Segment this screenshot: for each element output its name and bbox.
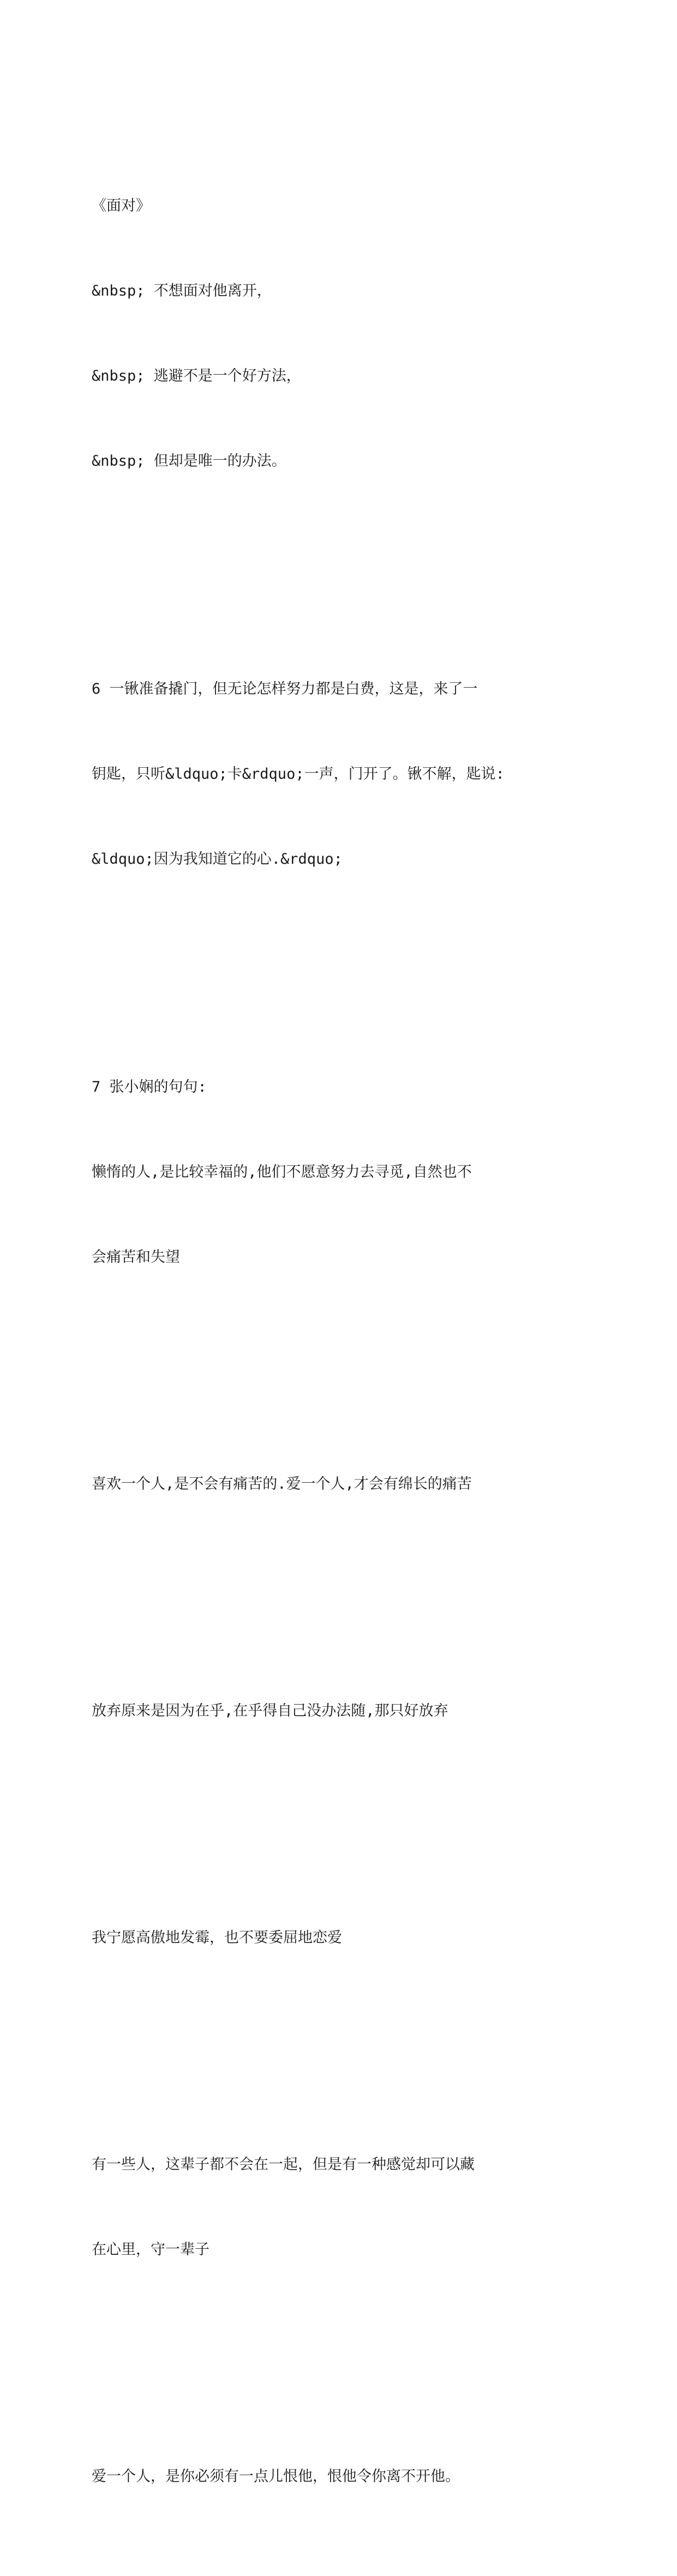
- poem-line: &nbsp; 但却是唯一的办法。: [92, 453, 286, 470]
- quotes-heading: 7 张小娴的句句:: [92, 1079, 207, 1096]
- quote-line: 爱一个人，是你必须有一点儿恨他，恨他令你离不开他。: [92, 2468, 460, 2485]
- quote-line: 放弃原来是因为在乎,在乎得自己没办法随,那只好放弃: [92, 1702, 448, 1719]
- paragraph-gap: [92, 2037, 517, 2066]
- story-line: &ldquo;因为我知道它的心.&rdquo;: [92, 851, 343, 868]
- quote-line: 有一些人，这辈子都不会在一起，但是有一种感觉却可以藏: [92, 2156, 475, 2173]
- paragraph-gap: [92, 1357, 517, 1385]
- quote-line: 在心里，守一辈子: [92, 2241, 209, 2258]
- poem-line: &nbsp; 不想面对他离开，: [92, 282, 272, 299]
- poem-title: 《面对》: [92, 197, 151, 214]
- paragraph-gap: [92, 959, 517, 988]
- paragraph-gap: [92, 2349, 517, 2378]
- quote-line: 懒惰的人,是比较幸福的,他们不愿意努力去寻觅,自然也不: [92, 1164, 472, 1181]
- quote-line: 我宁愿高傲地发霉，也不要委屈地恋爱: [92, 1929, 342, 1946]
- story-line: 6 一锹准备撬门，但无论怎样努力都是白费，这是，来了一: [92, 681, 478, 697]
- story-line: 钥匙，只听&ldquo;卡&rdquo;一声，门开了。锹不解，匙说:: [92, 766, 505, 783]
- paragraph-gap: [92, 1810, 517, 1839]
- quote-line: 会痛苦和失望: [92, 1249, 180, 1266]
- quote-line: 喜欢一个人,是不会有痛苦的.爱一个人,才会有绵长的痛苦: [92, 1476, 472, 1492]
- poem-line: &nbsp; 逃避不是一个好方法，: [92, 368, 301, 384]
- document-body: [92, 107, 517, 2576]
- paragraph-gap: [92, 1584, 517, 1612]
- paragraph-gap: [92, 561, 517, 590]
